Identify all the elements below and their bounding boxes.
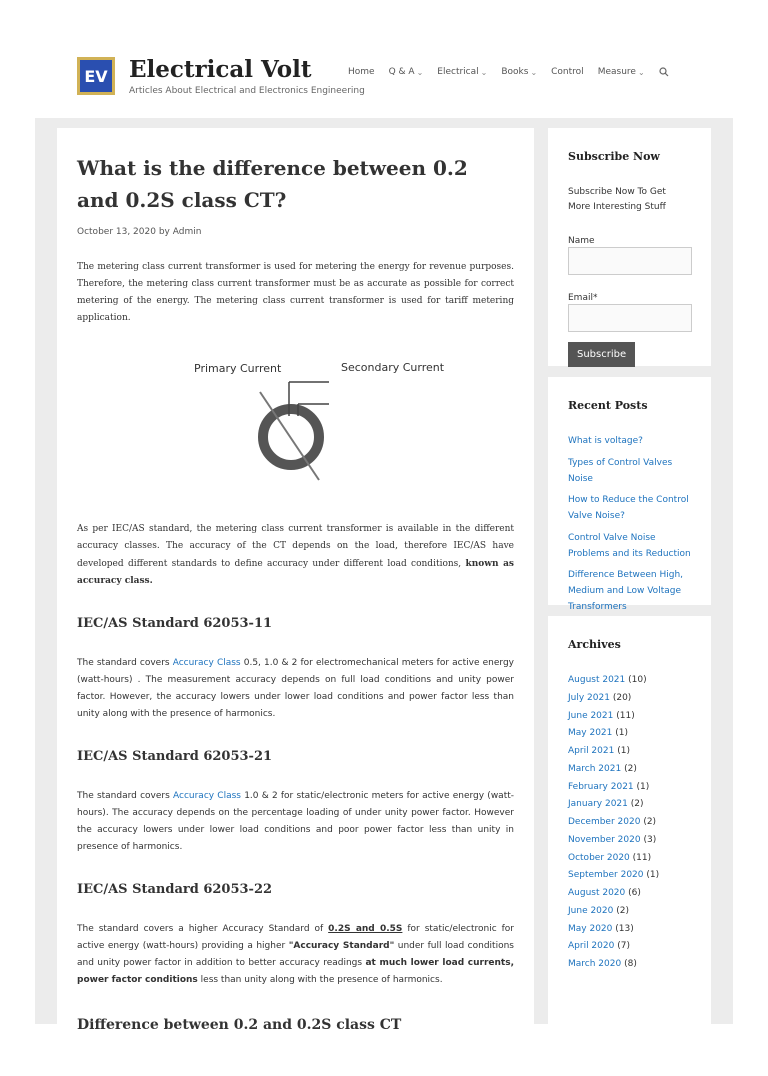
archive-link[interactable]: June 2020	[568, 905, 614, 916]
archive-count: (10)	[628, 675, 647, 685]
archive-item	[568, 709, 691, 725]
secondary-current-label: Secondary Current	[341, 361, 445, 375]
email-label: Email*	[568, 292, 598, 303]
site-logo[interactable]: EV	[77, 57, 115, 95]
site-header	[0, 0, 768, 118]
post-date[interactable]: October 13, 2020	[77, 227, 156, 237]
ct-diagram	[77, 353, 514, 497]
recent-post-link[interactable]: What is voltage?	[568, 436, 643, 446]
recent-post-link[interactable]: Difference Between High, Medium and Low Voltage Transformers	[568, 570, 684, 612]
archive-item	[568, 673, 691, 689]
archive-item	[568, 780, 691, 796]
archive-item	[568, 851, 691, 867]
nav-item-books[interactable]	[501, 67, 537, 77]
recent-post-link[interactable]: Types of Control Valves Noise	[568, 457, 673, 484]
name-input[interactable]	[568, 247, 692, 275]
archive-count: (1)	[615, 728, 628, 739]
archive-list	[568, 673, 691, 973]
archive-count: (2)	[616, 905, 629, 916]
article-paragraph: The standard covers Accuracy Class 1.0 & 2 for static/electronic meters for active energy (watt-hours). The accuracy depends on the percentage loading of under unity power factor. However the accuracy lowers under lower load conditions and poor power factor less than unity in presence of harmonics.	[77, 790, 514, 853]
archive-count: (1)	[617, 746, 630, 756]
recent-post-item	[568, 568, 691, 615]
archive-count: (7)	[617, 941, 630, 952]
nav-label: Home	[348, 67, 375, 77]
archive-item	[568, 691, 691, 707]
accuracy-class-link[interactable]: Accuracy Class	[173, 790, 241, 801]
widget-description: Subscribe Now To Get More Interesting Stuff	[568, 187, 666, 213]
nav-item-electrical[interactable]	[437, 67, 487, 77]
archive-count: (2)	[630, 799, 644, 810]
archive-link[interactable]: June 2021	[568, 710, 614, 721]
article-paragraph: As per IEC/AS standard, the metering class current transformer is available in the different accuracy classes. The accuracy of the CT depends on the load, therefore IEC/AS have developed different standards to define accuracy under different load conditions, known as accuracy class.	[77, 524, 514, 586]
archive-link[interactable]: January 2021	[568, 799, 628, 810]
archive-count: (1)	[636, 781, 650, 792]
archive-item	[568, 922, 691, 938]
section-heading: IEC/AS Standard 62053-22	[77, 882, 273, 898]
archive-link[interactable]: August 2020	[568, 888, 626, 898]
article-paragraph: The metering class current transformer is used for metering the energy for revenue purposes. Therefore, the metering class current transformer must be as accurate as possible for correct metering of the energy. The metering class current transformer is used for tariff metering application.	[77, 262, 514, 324]
archive-count: (2)	[624, 763, 637, 774]
widget-title: Archives	[568, 638, 621, 651]
author-prefix: by	[158, 227, 170, 237]
accuracy-class-link[interactable]: Accuracy Class	[172, 657, 241, 668]
archive-count: (6)	[628, 888, 641, 898]
archive-link[interactable]: December 2020	[568, 817, 641, 827]
chevron-down-icon: ⌄	[530, 67, 538, 77]
chevron-down-icon: ⌄	[480, 67, 488, 77]
nav-label: Electrical	[437, 67, 479, 77]
subscribe-widget	[548, 128, 711, 366]
archive-link[interactable]: May 2020	[568, 923, 613, 934]
archive-link[interactable]: November 2020	[568, 834, 641, 845]
archive-item	[568, 744, 691, 760]
archive-item	[568, 886, 691, 902]
archive-item	[568, 868, 691, 884]
nav-item-measure[interactable]	[598, 67, 645, 77]
archive-link[interactable]: April 2020	[568, 941, 615, 952]
article-paragraph: The standard covers a higher Accuracy Standard of 0.2S and 0.5S for static/electronic for active energy (watt-hours) providing a higher "Accuracy Standard" under full load conditions and unity power factor in addition to better accuracy readings at much lower load currents, power factor conditions less than unity along with the presence of harmonics.	[77, 924, 514, 986]
main-navigation	[348, 67, 669, 77]
name-label: Name	[568, 235, 595, 246]
nav-label: Books	[501, 67, 529, 77]
article-title: What is the difference between 0.2 and 0.2S class CT?	[77, 156, 468, 212]
section-heading: IEC/AS Standard 62053-11	[77, 615, 273, 631]
archive-item	[568, 762, 691, 778]
post-meta	[77, 227, 514, 237]
chevron-down-icon: ⌄	[637, 67, 645, 77]
archive-link[interactable]: March 2021	[568, 763, 622, 774]
archive-item	[568, 815, 691, 831]
recent-post-item	[568, 434, 691, 450]
archive-count: (11)	[632, 852, 652, 863]
archive-link[interactable]: May 2021	[568, 728, 613, 739]
search-button[interactable]	[659, 67, 669, 77]
nav-label: Control	[551, 67, 584, 77]
chevron-down-icon: ⌄	[416, 67, 424, 77]
recent-post-item	[568, 493, 691, 525]
archive-item	[568, 833, 691, 849]
site-title[interactable]: Electrical Volt	[129, 56, 312, 83]
ct-diagram-svg	[77, 353, 514, 497]
archive-link[interactable]: April 2021	[568, 746, 615, 756]
archive-link[interactable]: July 2021	[568, 692, 610, 703]
archive-link[interactable]: September 2020	[568, 870, 644, 881]
nav-item-home[interactable]	[348, 67, 375, 77]
archive-link[interactable]: March 2020	[568, 959, 622, 969]
email-input[interactable]	[568, 304, 692, 332]
recent-post-item	[568, 456, 691, 488]
article-paragraph: The standard covers Accuracy Class 0.5, 1.0 & 2 for electromechanical meters for active energy (watt-hours) . The measurement accuracy depends on full load conditions and unity power factor. However, the accuracy lowers under lower load conditions and power factor less than unity along with the presence of harmonics.	[77, 657, 514, 719]
archives-widget	[548, 616, 711, 1024]
archive-count: (20)	[612, 692, 632, 703]
section-heading: IEC/AS Standard 62053-21	[77, 749, 273, 765]
recent-posts-widget	[548, 377, 711, 612]
search-icon	[659, 67, 669, 77]
archive-count: (11)	[616, 710, 635, 721]
recent-post-link[interactable]: Control Valve Noise Problems and its Reduction	[568, 532, 691, 559]
archive-link[interactable]: August 2021	[568, 675, 626, 685]
archive-item	[568, 726, 691, 742]
primary-current-label: Primary Current	[194, 362, 282, 376]
archive-link[interactable]: October 2020	[568, 852, 630, 863]
archive-link[interactable]: February 2021	[568, 781, 634, 792]
archive-item	[568, 939, 691, 955]
archive-count: (13)	[615, 923, 634, 934]
nav-label: Q & A	[388, 67, 415, 77]
archive-count: (1)	[646, 870, 660, 881]
widget-title: Subscribe Now	[568, 150, 660, 163]
nav-item-control[interactable]	[551, 67, 584, 77]
recent-posts-list	[568, 434, 691, 616]
nav-label: Measure	[597, 67, 636, 77]
page-body	[35, 118, 733, 1033]
widget-title: Recent Posts	[568, 399, 648, 412]
archive-count: (3)	[643, 834, 657, 845]
section-heading: Difference between 0.2 and 0.2S class CT	[77, 1016, 402, 1033]
article	[57, 128, 534, 1076]
subscribe-button[interactable]: Subscribe	[568, 342, 635, 367]
nav-item-qa[interactable]	[389, 67, 424, 77]
archive-item	[568, 797, 691, 813]
archive-item	[568, 904, 691, 920]
recent-post-item	[568, 531, 691, 563]
site-tagline: Articles About Electrical and Electronics Engineering	[129, 86, 365, 96]
archive-item	[568, 957, 691, 973]
post-author[interactable]: Admin	[172, 227, 202, 237]
archive-count: (8)	[624, 959, 637, 969]
recent-post-link[interactable]: How to Reduce the Control Valve Noise?	[568, 495, 689, 521]
archive-count: (2)	[643, 817, 657, 827]
